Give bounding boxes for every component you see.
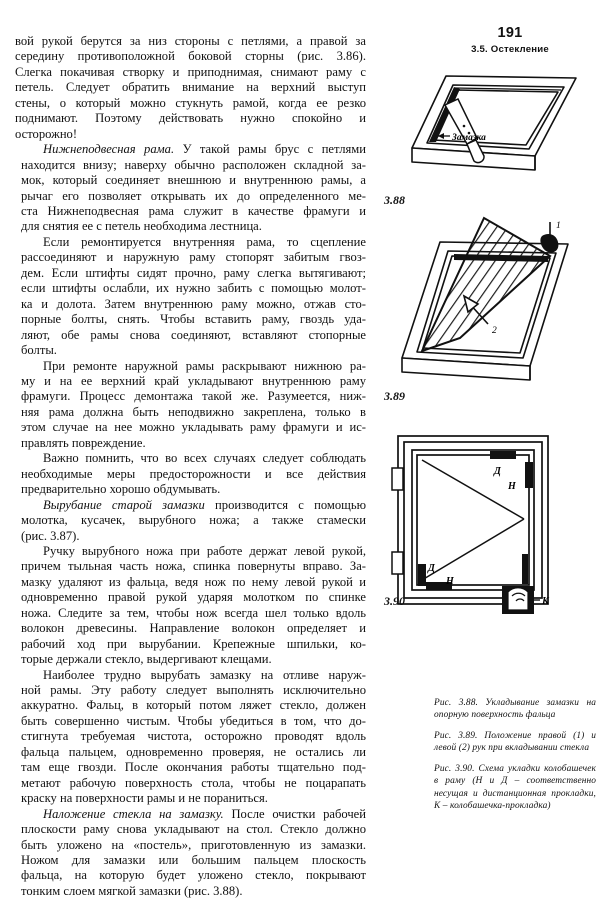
text-run: Наиболее трудно вырубать замазку на отливе наруж- bbox=[43, 667, 366, 682]
text-line: одновременно правой рукой ударяя молотком по спинке bbox=[21, 590, 366, 605]
text-line: середину противоположной боковой сторны (рис. 3.86). bbox=[15, 49, 366, 64]
figure-3-89-callout-1: 1 bbox=[556, 221, 561, 231]
text-line: осторожно! bbox=[15, 126, 78, 141]
text-line: петель. Следует обратить внимание на верхний выступ bbox=[15, 80, 366, 95]
text-line: причем тыльная часть ножа, спинка повернуты вправо. За- bbox=[21, 559, 366, 574]
text-line bbox=[21, 359, 366, 374]
body-text-column bbox=[15, 34, 366, 899]
text-line: мок, который соединяет внешнюю и внутреннюю рамы, а bbox=[21, 173, 366, 188]
text-line: необходимые меры предосторожности и все действия bbox=[21, 466, 366, 481]
shim-block-top-side bbox=[525, 462, 533, 488]
text-line: ной рамы. Эту работу следует выполнять исключительно bbox=[21, 683, 366, 698]
text-line: если штифты ослабли, их нужно забить с помощью молот- bbox=[21, 281, 366, 296]
figure-3-88-number: 3.88 bbox=[384, 193, 405, 207]
run-in-heading: Нижнеподвесная рама. bbox=[43, 142, 175, 157]
text-line: стены, о который можно стукнуть рамой, когда ее резко bbox=[15, 95, 366, 110]
run-in-heading: Наложение стекла на замазку. bbox=[43, 806, 224, 821]
text-line: плоскости раму снова укладывают на стол. Стекло должно bbox=[21, 822, 366, 837]
running-head: 3.5. Остекление bbox=[471, 44, 549, 56]
figure-3-90-callout-n-bottom: Н bbox=[446, 576, 454, 587]
figure-3-88 bbox=[372, 52, 600, 208]
text-line: быть совершенно чистым. Чтобы убедиться в том, что до- bbox=[21, 713, 366, 728]
text-run: производится с помощью bbox=[215, 497, 366, 512]
text-line: фальца пальцем, одновременно проверяя, не остались ли bbox=[21, 744, 366, 759]
text-run: Ручку вырубного ножа при работе держат левой рукой, bbox=[43, 543, 366, 558]
text-line: рычаг его позволяет открывать их до определенного ме- bbox=[21, 188, 366, 203]
figure-3-90-callout-k: К bbox=[542, 596, 549, 607]
page-number: 191 bbox=[497, 25, 523, 41]
text-run: У такой рамы брус с петлями bbox=[182, 142, 366, 157]
paragraph-2 bbox=[21, 142, 366, 235]
text-line: фальца, на которую будет уложено стекло, покрывают bbox=[21, 868, 366, 883]
text-line bbox=[21, 807, 366, 822]
text-line: порные болты, снять. Чтобы вставить раму, гвоздь уда- bbox=[21, 312, 366, 327]
figure-3-89-illustration bbox=[372, 216, 600, 388]
text-line: ка и долота. Затем внутреннюю раму можно, отжав сто- bbox=[21, 296, 366, 311]
text-line: там еще гвозди. После окончания работы тщательно под- bbox=[21, 760, 366, 775]
text-run: Если ремонтируется внутренняя рама, то сцепление bbox=[43, 234, 366, 249]
text-line: вой рукой берутся за низ стороны с петлями, а правой за bbox=[15, 34, 366, 48]
paragraph-3 bbox=[21, 235, 366, 359]
figure-3-90-callout-d-top: Д bbox=[494, 466, 501, 477]
text-line: мазку удаляют из фальца, ведя нож по нему левой рукой и bbox=[21, 574, 366, 589]
figure-3-90-illustration bbox=[372, 414, 600, 622]
figure-3-90-callout-n-top: Н bbox=[508, 481, 516, 492]
text-line bbox=[21, 451, 366, 466]
text-run: При ремонте наружной рамы раскрывают нижнюю ра- bbox=[43, 358, 366, 373]
text-line: метают рабочую поверхность стола, чтобы не поцарапать bbox=[21, 775, 366, 790]
text-line: для снятия ее с петель необходима лестница. bbox=[21, 219, 262, 234]
text-run: Важно помнить, что во всех случаях следует соблюдать bbox=[43, 451, 366, 466]
text-line: рассоединяют и наружную раму стопорят забитым гвоз- bbox=[21, 250, 366, 265]
paragraph-7 bbox=[21, 544, 366, 668]
figure-3-89-callout-2: 2 bbox=[492, 326, 497, 336]
text-line bbox=[21, 668, 366, 683]
text-line: правлять повреждение. bbox=[21, 435, 146, 450]
figure-3-89 bbox=[372, 216, 600, 404]
run-in-heading: Вырубание старой замазки bbox=[43, 497, 205, 512]
text-line: быть уложено на «постель», приготовленную из замазки. bbox=[21, 837, 366, 852]
text-line: няя рама должна быть неподвижно закреплена, только в bbox=[21, 404, 366, 419]
caption-figure-3-89: Рис. 3.89. Положение правой (1) и левой (2) рук при вкладывании стекла bbox=[434, 731, 596, 754]
text-line: му и на ее верхний край укладывают внутреннюю раму bbox=[21, 373, 366, 388]
figure-captions bbox=[434, 697, 596, 812]
text-line: молотка, кусачек, вырубного ножа; а также стамески bbox=[21, 513, 366, 528]
paragraph-8 bbox=[21, 668, 366, 807]
text-line: (рис. 3.87). bbox=[21, 528, 80, 543]
text-line: находится внизу; наверху обычно расположен складной за- bbox=[21, 157, 366, 172]
figure-3-88-illustration bbox=[372, 52, 600, 192]
text-line: волокон древесины. Направление волокон определяет и bbox=[21, 621, 366, 636]
text-line: тонким слоем мягкой замазки (рис. 3.88). bbox=[21, 883, 243, 898]
paragraph-1 bbox=[15, 34, 366, 142]
text-line: Ножом для замазки или большим пальцем плоскость bbox=[21, 853, 366, 868]
shim-block-bottom-side bbox=[418, 564, 426, 586]
text-line: Слегка покачивая створку и приподнимая, снимают раму с bbox=[15, 64, 366, 79]
paragraph-9 bbox=[21, 807, 366, 899]
figure-3-88-putty-label: Замазка bbox=[452, 133, 486, 143]
text-line: дем. Если штифты сидят прочно, раму слегка вытягивают; bbox=[21, 265, 366, 280]
page-header bbox=[430, 26, 590, 55]
shim-block-top bbox=[490, 451, 516, 459]
text-line: этом случае на нее можно укладывать раму фрамуги и ис- bbox=[21, 420, 366, 435]
text-line bbox=[21, 498, 366, 513]
caption-figure-3-88: Рис. 3.88. Укладывание замазки на опорную поверхность фальца bbox=[434, 698, 596, 721]
text-line: болты. bbox=[21, 343, 57, 358]
figure-3-90-callout-d-bottom: Д bbox=[428, 563, 435, 574]
text-line: фрамуги. Процесс демонтажа такой же. Разумеется, ниж- bbox=[21, 389, 366, 404]
text-run: После очистки рабочей bbox=[231, 806, 366, 821]
text-line: рабочий ход при вырубании. Крепежные шпильки, ко- bbox=[21, 636, 366, 651]
figure-3-89-number: 3.89 bbox=[384, 389, 405, 403]
figure-3-90 bbox=[372, 414, 600, 609]
text-line: поднимают. Поэтому действовать нужно спокойно и bbox=[15, 111, 366, 126]
text-line: аккуратно. Фальц, в который потом ляжет стекло, должен bbox=[21, 698, 366, 713]
text-line: краску на поверхности рамы и не пораниться. bbox=[21, 791, 268, 806]
figure-column bbox=[372, 52, 600, 613]
text-line: предварительно хорошо обдумывать. bbox=[21, 482, 221, 497]
text-line: ста Нижнеподвесная рама служит в качестве фрамуги и bbox=[21, 203, 366, 218]
text-line bbox=[21, 544, 366, 559]
text-line: ножа. Следите за тем, чтобы нож всегда шел только вдоль bbox=[21, 605, 366, 620]
paragraph-5 bbox=[21, 451, 366, 497]
paragraph-4 bbox=[21, 359, 366, 452]
text-line: ляют, обе рамы снова соединяют, вставляют стопорные bbox=[21, 327, 366, 342]
text-line: торые держали стекло, выдергивают клещами. bbox=[21, 652, 272, 667]
text-line: стигнута требуемая чистота, осторожно проводят вдоль bbox=[21, 729, 366, 744]
paragraph-6 bbox=[21, 498, 366, 544]
text-line bbox=[21, 142, 366, 157]
caption-figure-3-90: Рис. 3.90. Схема укладки колобашечек в раму (Н и Д – соответственно несущая и дистанционная прокладки, К – колобашечка-прокладка) bbox=[434, 764, 596, 811]
text-line bbox=[21, 235, 366, 250]
figure-3-90-number: 3.90 bbox=[384, 594, 405, 608]
